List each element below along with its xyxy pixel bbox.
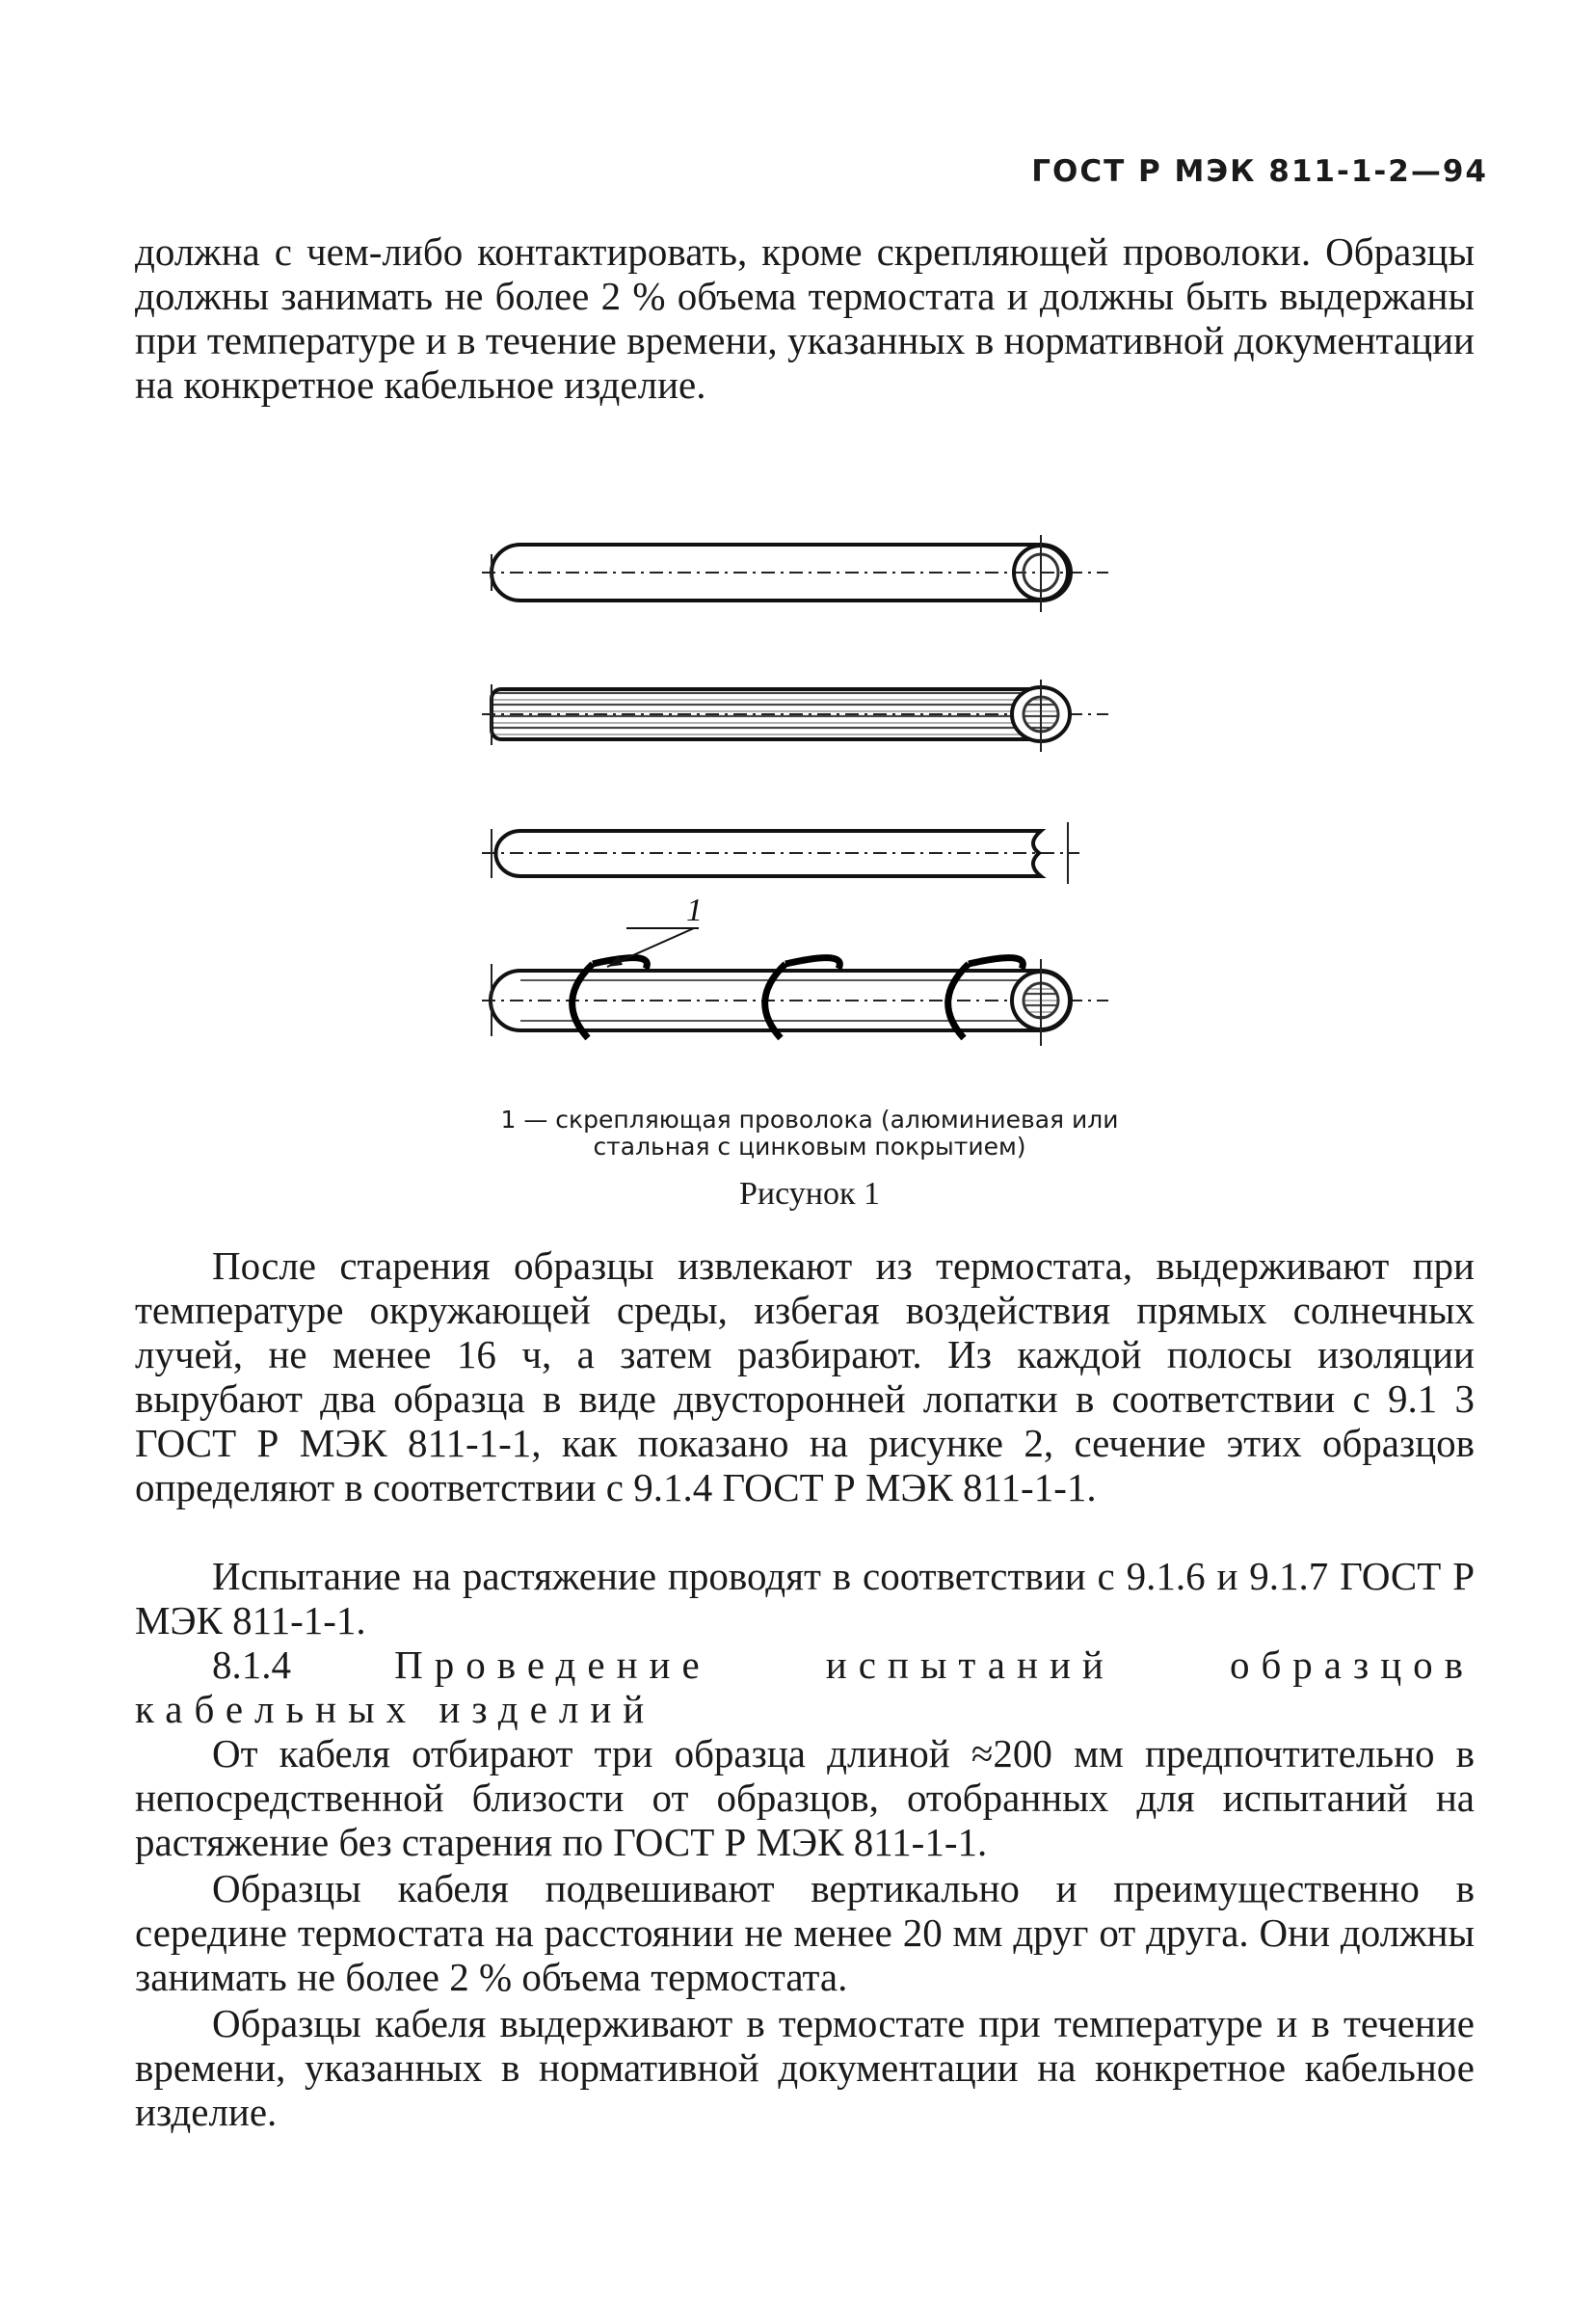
section-heading-8-1-4 — [135, 1642, 1475, 1731]
paragraph-continuation: должна с чем-либо контактировать, кроме скрепляющей проволоки. Образцы должны занимать не более 2 % объема термостата и должны быть выдержаны при температуре и в течение времени, указанных в нормативной документации на конкретное кабельное изделие. — [135, 229, 1475, 407]
section-title: Проведение испытаний образцов кабельных изделий — [135, 1642, 1475, 1731]
paragraph-after-aging: После старения образцы извлекают из термостата, выдерживают при температуре окружающей среды, избегая воздействия прямых солнечных лучей, не менее 16 ч, а затем разбирают. Из каждой полосы изоляции вырубают два образца в виде двусторонней лопатки в соответствии с 9.1 3 ГОСТ Р МЭК 811-1-1, как показано на рисунке 2, сечение этих образцов определяют в соответствии с 9.1.4 ГОСТ Р МЭК 811-1-1. — [135, 1243, 1475, 1509]
figure-legend: 1 — скрепляющая проволока (алюминиевая или стальная с цинковым покрытием) — [500, 1106, 1119, 1161]
cable-sample-hatched — [482, 680, 1108, 752]
document-header: ГОСТ Р МЭК 811-1-2—94 — [1031, 154, 1488, 189]
paragraph-sample-conditioning: Образцы кабеля выдерживают в термостате при температуре и в течение времени, указанных в нормативной документации на конкретное кабельное изделие. — [135, 2001, 1475, 2134]
cable-sample-plain — [482, 535, 1108, 612]
cable-sample-bound — [482, 893, 1108, 1046]
cable-sample-split — [482, 822, 1079, 884]
paragraph-sample-selection: От кабеля отбирают три образца длиной ≈200 мм предпочтительно в непосредственной близости от образцов, отобранных для испытаний на растяжение без старения по ГОСТ Р МЭК 811-1-1. — [135, 1731, 1475, 1864]
figure-1-cable-drawings — [463, 525, 1157, 1084]
paragraph-tensile-test: Испытание на растяжение проводят в соответствии с 9.1.6 и 9.1.7 ГОСТ Р МЭК 811-1-1. — [135, 1554, 1475, 1642]
figure-label-1: 1 — [686, 893, 703, 928]
paragraph-sample-hanging: Образцы кабеля подвешивают вертикально и преимущественно в середине термостата на расстоянии не менее 20 мм друг от друга. Они должны занимать не более 2 % объема термостата. — [135, 1866, 1475, 1999]
figure-title: Рисунок 1 — [739, 1176, 880, 1212]
section-number: 8.1.4 — [212, 1642, 291, 1687]
